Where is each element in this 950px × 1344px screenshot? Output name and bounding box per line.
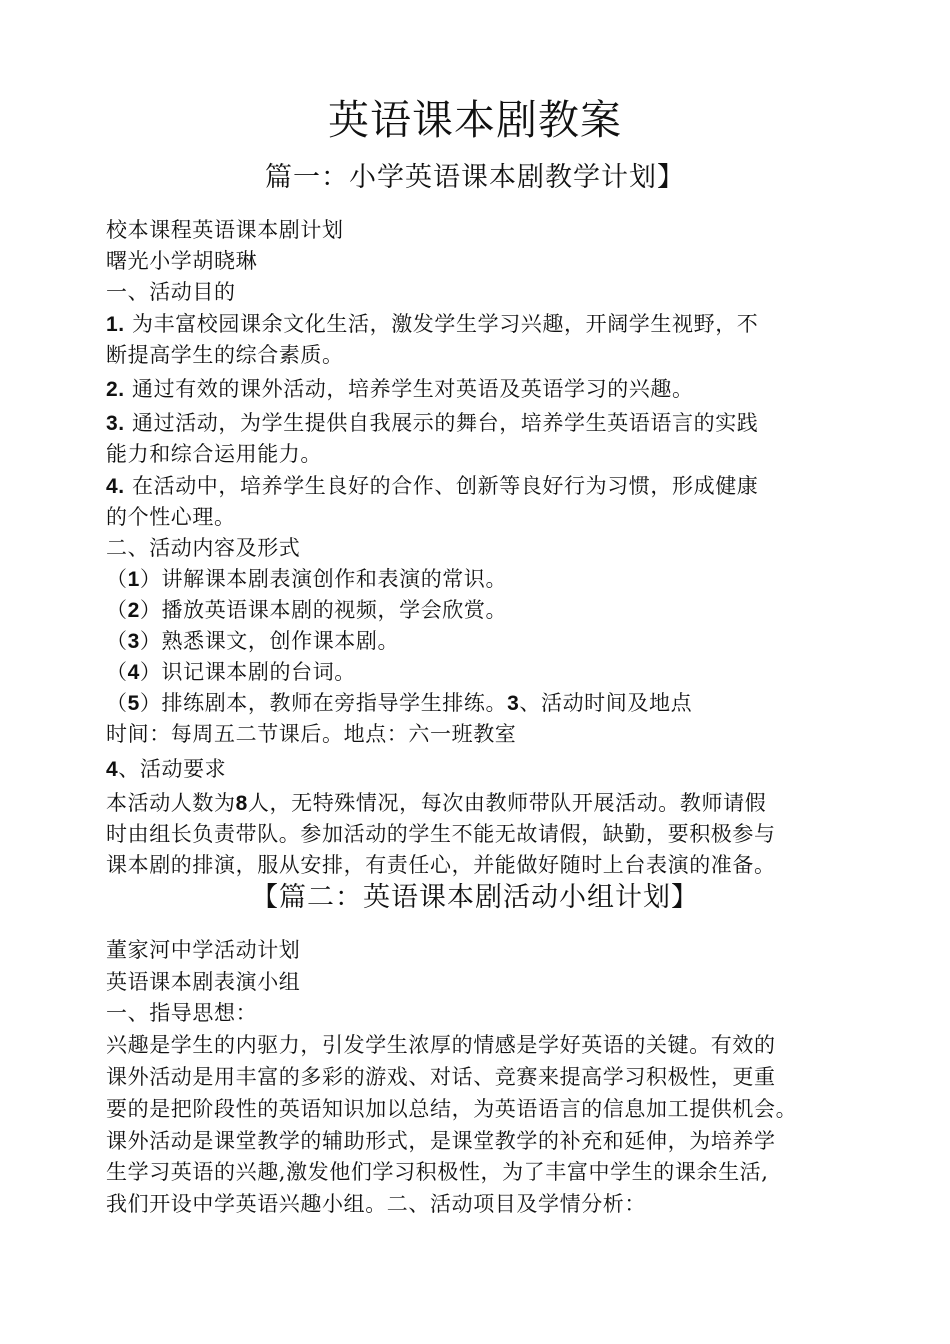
requirements-line-1-a: 本活动人数为 — [106, 791, 236, 815]
goal-3-text: 通过活动，为学生提供自我展示的舞台，培养学生英语语言的实践 — [132, 411, 759, 435]
requirements-heading-text: 、活动要求 — [118, 757, 227, 781]
requirements-line-2: 时由组长负责带队。参加活动的学生不能无故请假，缺勤，要积极参与 — [106, 822, 776, 846]
goal-3-continued: 能力和综合运用能力。 — [106, 442, 322, 466]
requirements-heading — [106, 754, 846, 785]
content-item-2-paren: （ — [106, 598, 128, 622]
section1-heading: 篇一：小学英语课本剧教学计划】 — [265, 162, 685, 193]
section2-heading: 【篇二：英语课本剧活动小组计划】 — [251, 882, 699, 913]
goal-1 — [106, 309, 846, 340]
requirements-heading-number: 4 — [106, 758, 119, 781]
guide-paragraph-line-4: 课外活动是课堂教学的辅助形式，是课堂教学的补充和延伸，为培养学 — [106, 1129, 776, 1153]
time-place-heading-number: 3 — [507, 692, 520, 715]
requirements-line-3: 课本剧的排演，服从安排，有责任心，并能做好随时上台表演的准备。 — [106, 853, 776, 877]
requirements-line-1 — [106, 788, 846, 819]
goals-heading: 一、活动目的 — [106, 280, 236, 304]
content-item-5-paren: （ — [106, 691, 128, 715]
guide-paragraph-line-5: 生学习英语的兴趣,激发他们学习积极性，为了丰富中学生的课余生活, — [106, 1160, 769, 1184]
goal-4-number: 4. — [106, 475, 125, 498]
content-item-5-text: ）排练剧本，教师在旁指导学生排练。 — [139, 691, 508, 715]
goal-1-continued: 断提高学生的综合素质。 — [106, 343, 344, 367]
school-plan: 董家河中学活动计划 — [106, 938, 301, 962]
goal-2 — [106, 374, 846, 405]
content-item-1-number: 1 — [127, 568, 140, 591]
content-heading: 二、活动内容及形式 — [106, 536, 301, 560]
goal-2-text: 通过有效的课外活动，培养学生对英语及英语学习的兴趣。 — [132, 377, 694, 401]
author-line: 曙光小学胡晓琳 — [106, 249, 258, 273]
goal-3 — [106, 408, 846, 439]
group-name: 英语课本剧表演小组 — [106, 970, 301, 994]
content-item-3 — [106, 626, 846, 657]
guide-paragraph-line-1: 兴趣是学生的内驱力，引发学生浓厚的情感是学好英语的关键。有效的 — [106, 1033, 776, 1057]
guide-paragraph-line-3: 要的是把阶段性的英语知识加以总结，为英语语言的信息加工提供机会。 — [106, 1097, 798, 1121]
content-item-4-number: 4 — [127, 661, 140, 684]
goal-1-number: 1. — [106, 313, 125, 336]
content-item-2 — [106, 595, 846, 626]
content-item-3-text: ）熟悉课文，创作课本剧。 — [139, 629, 400, 653]
document-title: 英语课本剧教案 — [328, 96, 622, 144]
requirements-participant-count: 8 — [235, 792, 248, 815]
guide-paragraph-line-2: 课外活动是用丰富的多彩的游戏、对话、竞赛来提高学习积极性，更重 — [106, 1065, 776, 1089]
guide-heading: 一、指导思想： — [106, 1001, 258, 1025]
content-item-1-text: ）讲解课本剧表演创作和表演的常识。 — [139, 567, 508, 591]
content-item-4-text: ）识记课本剧的台词。 — [139, 660, 356, 684]
content-item-2-text: ）播放英语课本剧的视频，学会欣赏。 — [139, 598, 508, 622]
time-place-line: 时间：每周五二节课后。地点：六一班教室 — [106, 722, 517, 746]
content-item-5 — [106, 688, 846, 719]
content-item-1-paren: （ — [106, 567, 128, 591]
requirements-line-1-b: 人，无特殊情况，每次由教师带队开展活动。教师请假 — [247, 791, 767, 815]
content-item-1 — [106, 564, 846, 595]
content-item-2-number: 2 — [127, 599, 140, 622]
time-place-heading: 、活动时间及地点 — [519, 691, 693, 715]
goal-1-text: 为丰富校园课余文化生活，激发学生学习兴趣，开阔学生视野，不 — [132, 312, 759, 336]
goal-4-text: 在活动中，培养学生良好的合作、创新等良好行为习惯，形成健康 — [132, 474, 759, 498]
goal-4-continued: 的个性心理。 — [106, 505, 236, 529]
content-item-5-number: 5 — [127, 692, 140, 715]
goal-4 — [106, 471, 846, 502]
content-item-4-paren: （ — [106, 660, 128, 684]
content-item-4 — [106, 657, 846, 688]
goal-3-number: 3. — [106, 412, 125, 435]
content-item-3-number: 3 — [127, 630, 140, 653]
guide-paragraph-line-6: 我们开设中学英语兴趣小组。二、活动项目及学情分析： — [106, 1192, 646, 1216]
course-name: 校本课程英语课本剧计划 — [106, 218, 344, 242]
goal-2-number: 2. — [106, 378, 125, 401]
content-item-3-paren: （ — [106, 629, 128, 653]
